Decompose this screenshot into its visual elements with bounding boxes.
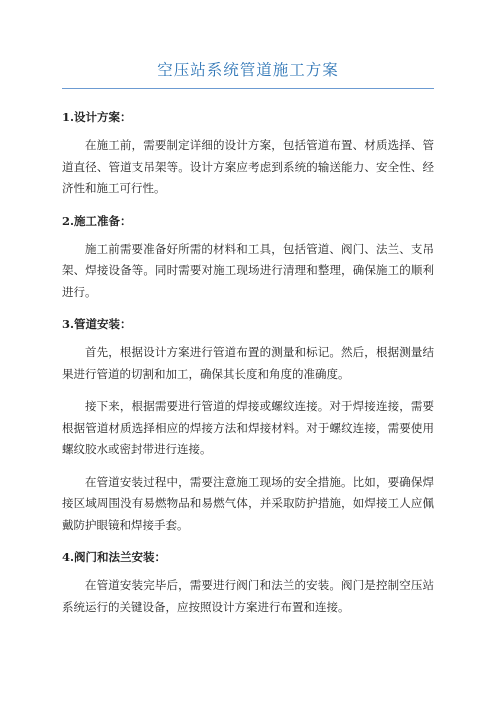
section-heading-3: 3.管道安装：	[62, 317, 132, 331]
section-heading-1: 1.设计方案：	[62, 110, 132, 124]
title-divider	[62, 88, 434, 89]
document-title: 空压站系统管道施工方案	[157, 61, 339, 79]
section-3-paragraph-2: 接下来，根据需要进行管道的焊接或螺纹连接。对于焊接连接，需要根据管道材质选择相应的焊接方法和焊接材料。对于螺纹连接，需要使用螺纹胶水或密封带进行连接。	[62, 399, 434, 456]
section-heading-4: 4.阀门和法兰安装：	[62, 550, 167, 564]
section-1-paragraph-1: 在施工前，需要制定详细的设计方案，包括管道布置、材质选择、管道直径、管道支吊架等。设计方案应考虑到系统的输送能力、安全性、经济性和施工可行性。	[62, 138, 434, 195]
section-4-paragraph-1: 在管道安装完毕后，需要进行阀门和法兰的安装。阀门是控制空压站系统运行的关键设备，应按照设计方案进行布置和连接。	[62, 578, 434, 614]
section-heading-2: 2.施工准备：	[62, 213, 132, 228]
section-2-paragraph-1: 施工前需要准备好所需的材料和工具，包括管道、阀门、法兰、支吊架、焊接设备等。同时需要对施工现场进行清理和整理，确保施工的顺利进行。	[62, 241, 434, 299]
section-3-paragraph-1: 首先，根据设计方案进行管道布置的测量和标记。然后，根据测量结果进行管道的切割和加工，确保其长度和角度的准确度。	[62, 345, 434, 381]
section-3-paragraph-3: 在管道安装过程中，需要注意施工现场的安全措施。比如，要确保焊接区域周围没有易燃物品和易燃气体，并采取防护措施，如焊接工人应佩戴防护眼镜和焊接手套。	[62, 474, 434, 532]
